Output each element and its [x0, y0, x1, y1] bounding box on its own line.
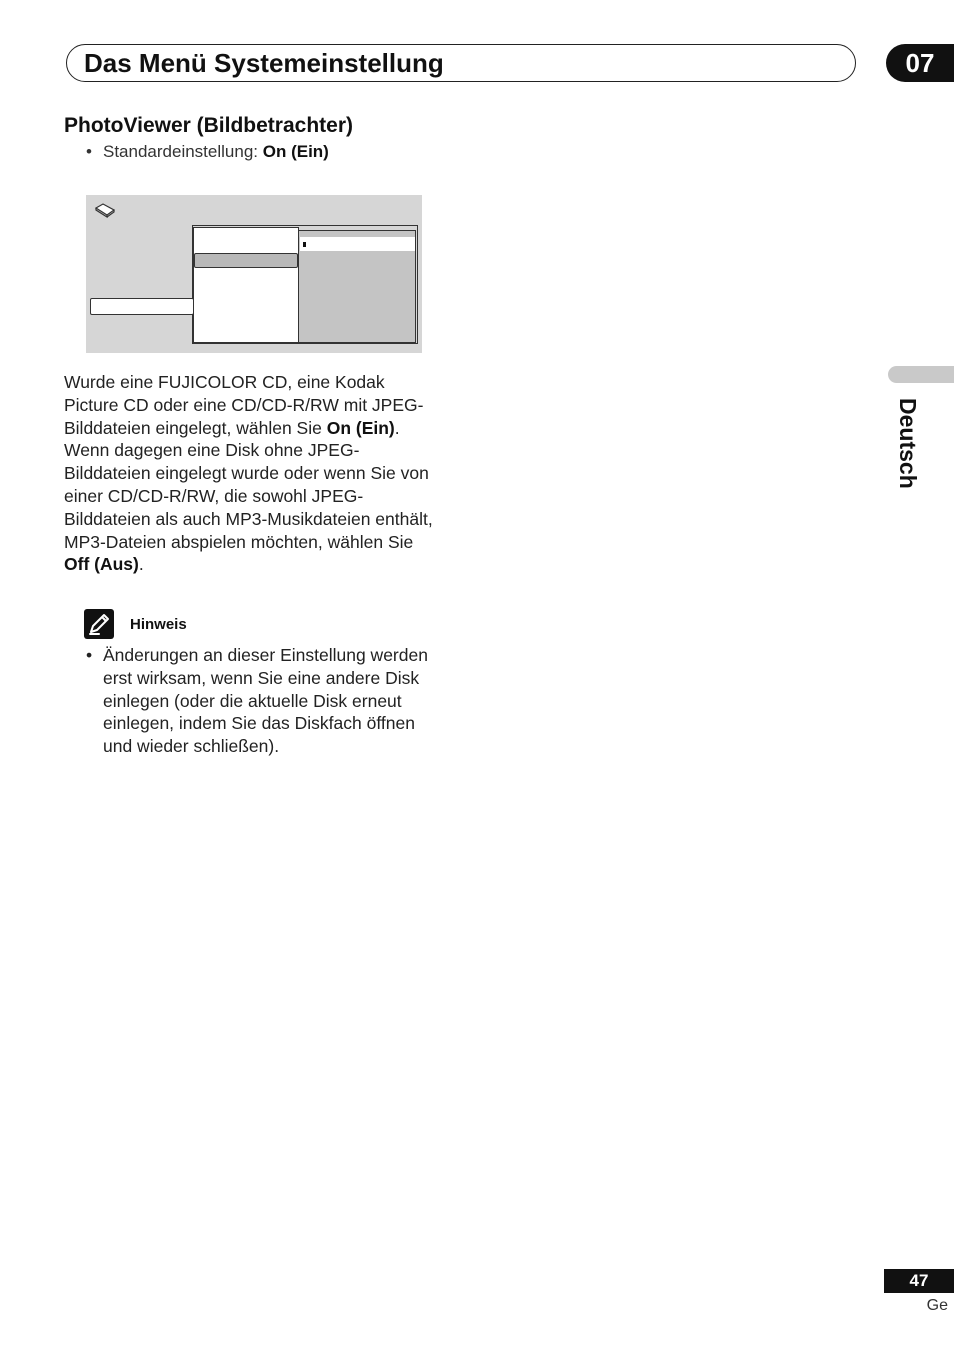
default-value: On (Ein) — [262, 142, 329, 161]
language-tab — [888, 366, 954, 383]
chapter-badge: 07 — [886, 44, 954, 82]
menu-option-selected — [300, 237, 415, 251]
body-text-1: Wurde eine FUJICOLOR CD, eine Kodak Picture CD oder eine CD/CD-R/RW mit JPEG-Bilddateien eingelegt, wählen Sie — [64, 372, 424, 438]
body-bold-1: On (Ein) — [326, 417, 395, 438]
page-title: Das Menü Systemeinstellung — [84, 48, 444, 78]
language-label: Deutsch — [895, 398, 921, 489]
note-label: Hinweis — [130, 616, 187, 633]
menu-item-left — [90, 298, 194, 315]
body-paragraph — [64, 371, 436, 576]
menu-item-highlighted — [194, 253, 298, 268]
selection-marker — [303, 242, 306, 247]
disc-icon — [94, 202, 116, 218]
section-title: PhotoViewer (Bildbetrachter) — [64, 114, 353, 137]
bullet: • — [86, 645, 93, 665]
menu-column-middle — [193, 227, 299, 343]
pencil-icon — [84, 609, 114, 639]
body-text-2: . Wenn dagegen eine Disk ohne JPEG-Bilddateien eingelegt wurde oder wenn Sie von einer CD/CD-R/RW, die sowohl JPEG-Bilddateien als auch MP3-Musikdateien enthält, MP3-Dateien abspielen möchten, wählen Sie — [64, 417, 433, 552]
page-language-code: Ge — [926, 1297, 948, 1314]
note-item — [86, 644, 446, 758]
page-number: 47 — [884, 1269, 954, 1293]
default-setting — [86, 141, 329, 163]
menu-screenshot — [86, 195, 422, 353]
default-prefix: Standardeinstellung: — [103, 142, 263, 161]
body-bold-2: Off (Aus) — [64, 554, 139, 575]
note-text: Änderungen an dieser Einstellung werden erst wirksam, wenn Sie eine andere Disk einlegen (oder die aktuelle Disk erneut einlegen, indem Sie das Diskfach öffnen und wieder schließen). — [103, 645, 428, 757]
bullet: • — [86, 142, 92, 161]
body-text-3: . — [138, 554, 144, 575]
